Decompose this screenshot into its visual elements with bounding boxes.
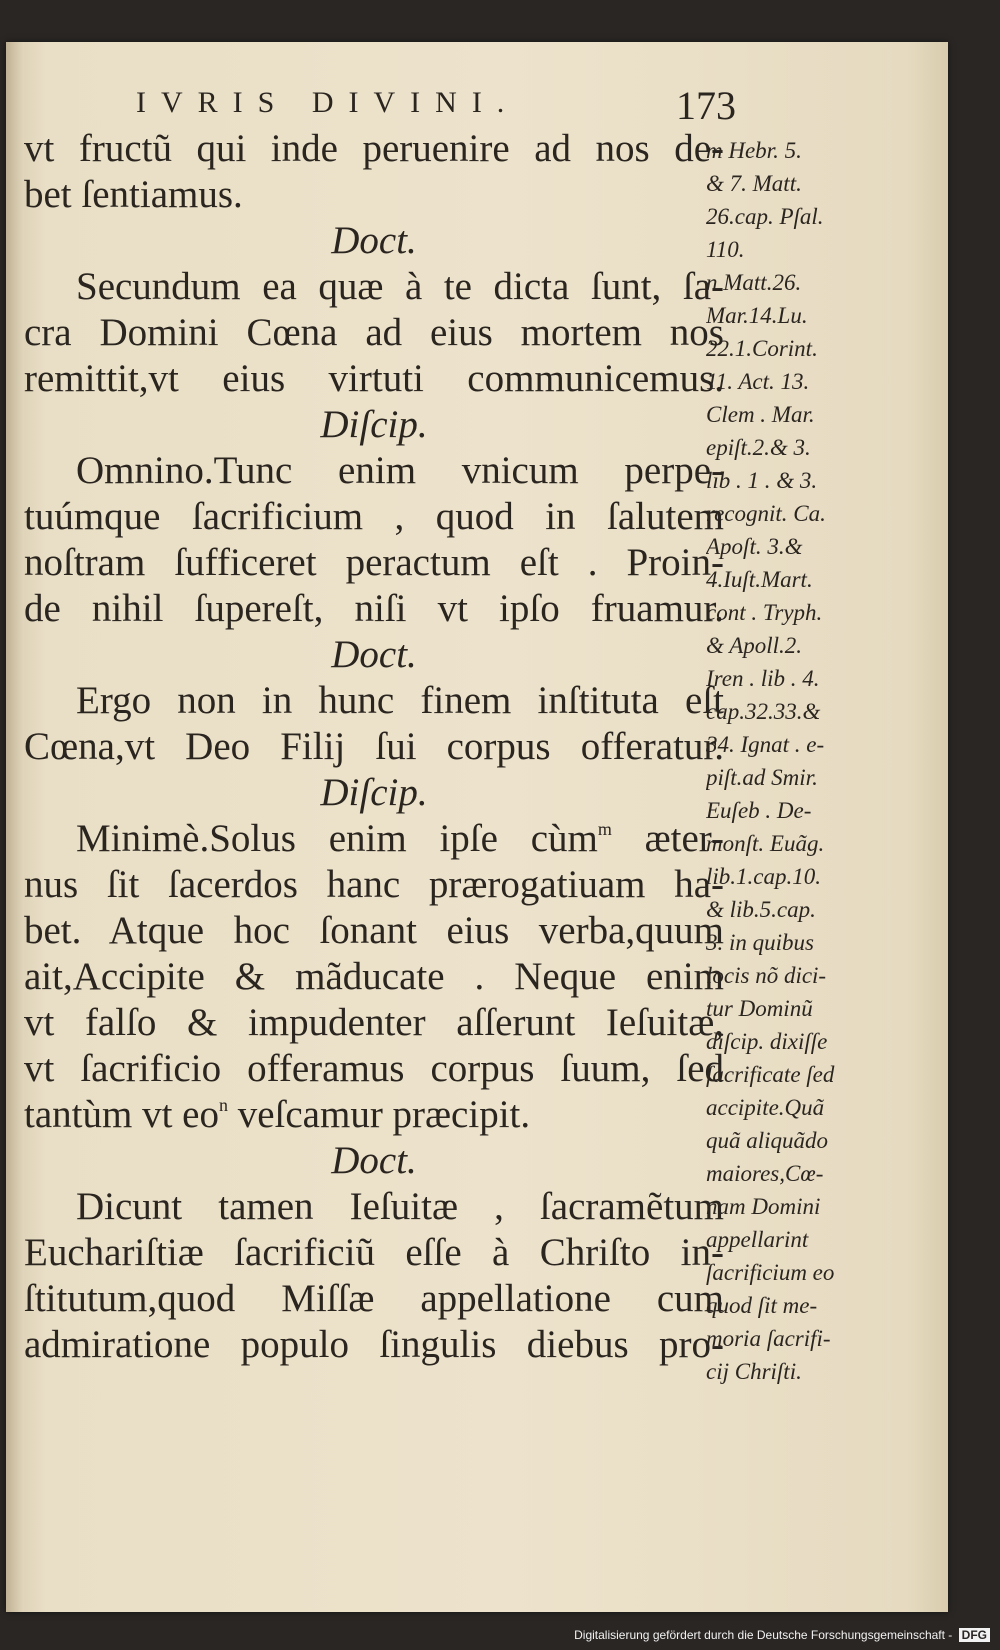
text-line-content: noſtram ſufficeret peractum eſt . Proin- — [24, 541, 724, 584]
book-page — [6, 42, 948, 1612]
margin-notes — [706, 134, 866, 1388]
text-line — [24, 448, 724, 494]
margin-note-line: 22.1.Corint. — [706, 336, 818, 361]
main-text-block — [24, 126, 724, 1368]
margin-note-line: & 7. Matt. — [706, 171, 802, 196]
margin-note-line: locis nõ dici- — [706, 963, 827, 988]
text-line — [24, 494, 724, 540]
margin-note-line: 110. — [706, 237, 745, 262]
footnote-marker: m — [597, 819, 612, 839]
text-line — [24, 126, 724, 172]
text-line-content: admiratione populo ſingulis diebus pro- — [24, 1323, 724, 1366]
text-line — [24, 1184, 724, 1230]
text-line — [24, 862, 724, 908]
text-line — [24, 1276, 724, 1322]
text-line-content: Doct. — [331, 219, 417, 262]
margin-note-line: quã aliquãdo — [706, 1128, 829, 1153]
running-title: IVRIS DIVINI. — [136, 86, 520, 119]
text-line-content: Euchariſtiæ ſacrificiũ eſſe à Chriſto in- — [24, 1231, 724, 1274]
text-line — [24, 816, 724, 862]
margin-note-line: Apoſt. 3.& — [706, 534, 803, 559]
footnote-marker: n — [218, 1095, 228, 1115]
text-line-content: vt falſo & impudenter aſſerunt Ieſuitæ, — [24, 1001, 724, 1044]
margin-note-line: lib.1.cap.10. — [706, 864, 821, 889]
margin-note-line: nam Domini — [706, 1194, 821, 1219]
text-line-continuation: æter- — [611, 817, 724, 860]
text-line — [24, 1322, 724, 1368]
speaker-label — [24, 1138, 724, 1184]
margin-note-line: monſt. Euãg. — [706, 831, 825, 856]
margin-note-line: & lib.5.cap. — [706, 897, 816, 922]
margin-note-line: 26.cap. Pſal. — [706, 204, 824, 229]
margin-note-line: appellarint — [706, 1227, 809, 1252]
margin-note-line: m Hebr. 5. — [706, 138, 802, 163]
margin-note-line: cap.32.33.& — [706, 699, 821, 724]
text-line-content: Omnino.Tunc enim vnicum perpe- — [76, 449, 724, 492]
margin-note-line: cont . Tryph. — [706, 600, 823, 625]
speaker-label — [24, 632, 724, 678]
running-head — [136, 82, 736, 126]
text-line-content: Ergo non in hunc finem inſtituta eſt — [76, 679, 724, 722]
text-line-content: remittit,vt eius virtuti communicemus. — [24, 357, 724, 400]
text-line-content: tantùm vt eo — [24, 1093, 219, 1136]
text-line-content: Minimè.Solus enim ipſe cùm — [76, 817, 598, 860]
credit-text: Digitalisierung gefördert durch die Deutsche Forschungsgemeinschaft - — [574, 1628, 953, 1642]
margin-note-line: accipite.Quã — [706, 1095, 825, 1120]
text-line — [24, 172, 724, 218]
text-line — [24, 724, 724, 770]
text-line-continuation: veſcamur præcipit. — [227, 1093, 531, 1136]
dfg-logo: DFG — [959, 1628, 990, 1642]
margin-note-line: Euſeb . De- — [706, 798, 812, 823]
text-line-content: Dicunt tamen Ieſuitæ , ſacramẽtum — [76, 1185, 724, 1228]
margin-note-line: 3. in quibus — [706, 930, 814, 955]
text-line — [24, 264, 724, 310]
margin-note-line: Clem . Mar. — [706, 402, 815, 427]
margin-note-line: ſacrificium eo — [706, 1260, 835, 1285]
margin-note-line: diſcip. dixiſſe — [706, 1029, 828, 1054]
margin-note-line: epiſt.2.& 3. — [706, 435, 811, 460]
text-line-content: vt fructũ qui inde peruenire ad nos de- — [24, 127, 724, 170]
text-line-content: bet ſentiamus. — [24, 173, 243, 216]
text-line — [24, 1000, 724, 1046]
text-line — [24, 908, 724, 954]
text-line-content: Cœna,vt Deo Filij ſui corpus offeratur. — [24, 725, 724, 768]
margin-note-line: quod ſit me- — [706, 1293, 818, 1318]
text-line-content: bet. Atque hoc ſonant eius verba,quum — [24, 909, 724, 952]
text-line-content: Diſcip. — [320, 771, 428, 814]
text-line-content: cra Domini Cœna ad eius mortem nos — [24, 311, 724, 354]
text-line — [24, 1092, 724, 1138]
text-line — [24, 356, 724, 402]
text-line-content: tuúmque ſacrificium , quod in ſalutem — [24, 495, 724, 538]
margin-note-line: ſacrificate ſed — [706, 1062, 835, 1087]
margin-note-line: lib . 1 . & 3. — [706, 468, 818, 493]
margin-note-line: 34. Ignat . e- — [706, 732, 825, 757]
margin-note-line: n Matt.26. — [706, 270, 802, 295]
margin-note-line: 11. Act. 13. — [706, 369, 810, 394]
text-line-content: ſtitutum,quod Miſſæ appellatione cum — [24, 1277, 724, 1320]
text-line-content: Secundum ea quæ à te dicta ſunt, ſa- — [76, 265, 724, 308]
text-line — [24, 586, 724, 632]
text-line-content: ait,Accipite & mãducate . Neque enim — [24, 955, 724, 998]
page-number: 173 — [676, 83, 736, 128]
margin-note-line: recognit. Ca. — [706, 501, 826, 526]
text-line — [24, 1046, 724, 1092]
text-line — [24, 540, 724, 586]
margin-note-line: cij Chriſti. — [706, 1359, 802, 1384]
text-line — [24, 1230, 724, 1276]
text-line — [24, 678, 724, 724]
digitization-credit — [574, 1628, 990, 1642]
page-gutter-edge — [6, 42, 24, 1612]
text-line-content: Diſcip. — [320, 403, 428, 446]
text-line — [24, 310, 724, 356]
margin-note-line: maiores,Cœ- — [706, 1161, 824, 1186]
margin-note-line: & Apoll.2. — [706, 633, 803, 658]
margin-note-line: moria ſacrifi- — [706, 1326, 831, 1351]
text-line-content: Doct. — [331, 1139, 417, 1182]
speaker-label — [24, 218, 724, 264]
margin-note-line: Mar.14.Lu. — [706, 303, 808, 328]
text-line-content: nus ſit ſacerdos hanc prærogatiuam ha- — [24, 863, 724, 906]
speaker-label — [24, 402, 724, 448]
speaker-label — [24, 770, 724, 816]
margin-note-line: tur Dominũ — [706, 996, 813, 1021]
margin-note-line: 4.Iuſt.Mart. — [706, 567, 813, 592]
text-line-content: de nihil ſupereſt, niſi vt ipſo fruamur. — [24, 587, 724, 630]
text-line-content: vt ſacrificio offeramus corpus ſuum, ſed — [24, 1047, 724, 1090]
text-line — [24, 954, 724, 1000]
margin-note-line: Iren . lib . 4. — [706, 666, 820, 691]
margin-note-line: piſt.ad Smir. — [706, 765, 818, 790]
text-line-content: Doct. — [331, 633, 417, 676]
